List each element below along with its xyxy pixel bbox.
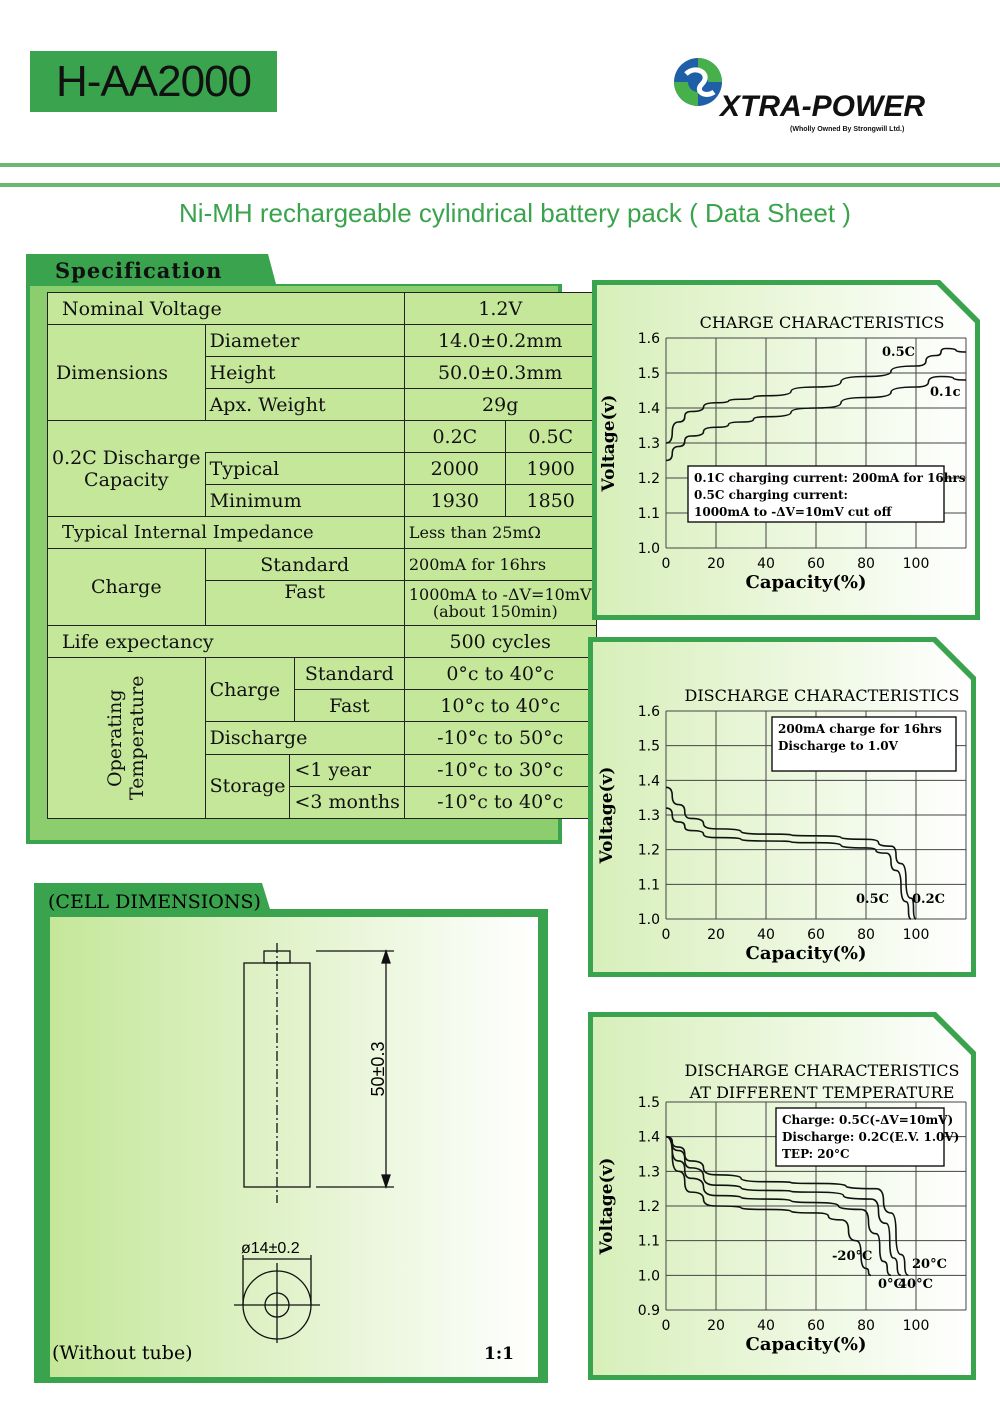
y-tick-label: 1.5: [637, 366, 660, 382]
series-label: 0.5C: [882, 345, 915, 360]
charge-fast-label: Fast: [205, 581, 404, 626]
x-tick-label: 80: [857, 927, 875, 943]
y-tick-label: 1.1: [637, 506, 660, 522]
minimum-05c: 1850: [505, 485, 596, 517]
storage-1-value: -10°c to 30°c: [405, 755, 596, 787]
typical-05c: 1900: [505, 453, 596, 485]
col-05c: 0.5C: [505, 421, 596, 453]
x-tick-label: 20: [707, 1318, 725, 1334]
x-tick-label: 60: [807, 1318, 825, 1334]
charge-fast-line1: 1000mA to -ΔV=10mV: [408, 585, 592, 604]
divider-bottom: [0, 183, 1000, 187]
chart-title: CHARGE CHARACTERISTICS: [699, 313, 945, 332]
spec-table: [47, 292, 597, 819]
life-value: 500 cycles: [404, 626, 596, 658]
weight-value: 29g: [404, 389, 596, 421]
y-tick-label: 1.5: [637, 1095, 660, 1111]
x-tick-label: 20: [707, 927, 725, 943]
chart-note-line: 0.1C charging current: 200mA for 16hrs: [694, 471, 966, 485]
storage-3-value: -10°c to 40°c: [437, 791, 564, 814]
op-charge-subtable-cell: [205, 658, 404, 722]
y-tick-label: 1.2: [637, 1199, 660, 1215]
series-label: 20°C: [912, 1257, 947, 1272]
y-tick-label: 1.2: [637, 842, 660, 859]
diameter-label: Diameter: [205, 325, 404, 357]
blank-cell: [205, 421, 404, 453]
table-row: [48, 421, 597, 453]
impedance-value: Less than 25mΩ: [404, 517, 596, 549]
chart-note-line: Discharge to 1.0V: [778, 739, 898, 753]
op-temp-line2: Temperature: [126, 675, 149, 801]
charge-label: Charge: [48, 549, 206, 626]
charge-standard-value: 200mA for 16hrs: [404, 549, 596, 581]
table-row: [48, 658, 597, 722]
document-title: Ni-MH rechargeable cylindrical battery pack ( Data Sheet ): [179, 198, 851, 228]
x-tick-label: 0: [661, 1318, 671, 1334]
x-tick-label: 80: [857, 1318, 875, 1334]
chart-note-line: Charge: 0.5C(-ΔV=10mV): [782, 1113, 954, 1127]
y-tick-label: 1.0: [637, 541, 660, 557]
x-tick-label: 100: [902, 927, 930, 943]
op-charge-values-cell: [404, 658, 596, 722]
height-label: Height: [205, 357, 404, 389]
y-tick-label: 1.3: [637, 808, 660, 824]
chart-title: DISCHARGE CHARACTERISTICS: [684, 1061, 960, 1080]
typical-02c: 2000: [404, 453, 505, 485]
cell-height-dimension: 50±0.3: [368, 1041, 388, 1097]
cell-dimensions-panel: [34, 883, 550, 1385]
x-tick-label: 100: [902, 556, 930, 572]
nominal-voltage-label: Nominal Voltage: [48, 293, 405, 325]
chart-title: DISCHARGE CHARACTERISTICS: [684, 686, 960, 705]
model-label: H-AA2000: [56, 57, 252, 106]
chart-title: AT DIFFERENT TEMPERATURE: [689, 1083, 955, 1102]
cell-note: (Without tube): [52, 1342, 193, 1364]
weight-label: Apx. Weight: [205, 389, 404, 421]
x-tick-label: 40: [757, 1318, 775, 1334]
table-row: [48, 549, 597, 581]
table-row: [48, 517, 597, 549]
storage-1-label: <1 year: [290, 755, 404, 787]
series-label: 0.1c: [930, 385, 961, 400]
op-fast-value: 10°c to 40°c: [440, 694, 561, 717]
chart-note-line: 0.5C charging current:: [694, 488, 848, 502]
op-standard-value: 0°c to 40°c: [405, 658, 596, 690]
op-standard-label: Standard: [294, 658, 403, 690]
discharge-label-line1: 0.2C Discharge: [52, 446, 201, 469]
storage-values-cell: [404, 754, 596, 818]
y-axis-label: Voltage(v): [599, 394, 619, 492]
chart-note-line: Discharge: 0.2C(E.V. 1.0V): [782, 1130, 960, 1144]
series-label: 0°C: [878, 1277, 904, 1292]
y-tick-label: 0.9: [637, 1303, 660, 1319]
x-tick-label: 0: [661, 556, 671, 572]
x-tick-label: 80: [857, 556, 875, 572]
x-axis-label: Capacity(%): [745, 943, 867, 964]
charge-fast-line2: (about 150min): [432, 602, 558, 621]
series-label: 0.2C: [912, 892, 945, 907]
op-discharge-label: Discharge: [205, 722, 404, 754]
y-tick-label: 1.4: [637, 1129, 660, 1146]
minimum-02c: 1930: [404, 485, 505, 517]
y-axis-label: Voltage(v): [597, 1157, 617, 1255]
y-tick-label: 1.5: [637, 738, 660, 755]
storage-subtable-cell: [205, 754, 404, 818]
table-row: [48, 293, 597, 325]
chart-note-line: 200mA charge for 16hrs: [778, 722, 942, 736]
x-axis-label: Capacity(%): [745, 1334, 867, 1355]
dimensions-label: Dimensions: [48, 325, 206, 421]
y-tick-label: 1.4: [637, 401, 660, 417]
y-tick-label: 1.4: [637, 773, 660, 790]
op-temp-label-wrap: [48, 658, 205, 818]
height-value: 50.0±0.3mm: [404, 357, 596, 389]
storage-3-label: <3 months: [294, 791, 400, 814]
y-axis-label: Voltage(v): [597, 766, 617, 864]
discharge-temperature-chart: [588, 1012, 976, 1380]
chart-note-line: TEP: 20°C: [782, 1147, 850, 1161]
cell-diameter-dimension: ø14±0.2: [241, 1240, 300, 1257]
nominal-voltage-value: 1.2V: [404, 293, 596, 325]
y-tick-label: 1.1: [637, 1233, 660, 1250]
op-temp-line1: Operating: [104, 689, 127, 787]
x-tick-label: 100: [902, 1318, 930, 1334]
brand-subtitle: (Wholly Owned By Strongwill Ltd.): [790, 126, 905, 133]
cell-dimensions-title: (CELL DIMENSIONS): [48, 891, 261, 913]
life-label: Life expectancy: [48, 626, 405, 658]
charge-fast-value: [404, 581, 596, 626]
op-discharge-value: -10°c to 50°c: [404, 722, 596, 754]
op-temp-label: [104, 663, 148, 813]
x-tick-label: 0: [661, 927, 671, 943]
discharge-label-line2: Capacity: [84, 468, 169, 491]
series-label: 0.5C: [856, 892, 889, 907]
table-row: [48, 325, 597, 357]
op-fast-label: Fast: [329, 694, 370, 717]
series-label: 40°C: [898, 1277, 933, 1292]
typical-label: Typical: [205, 453, 404, 485]
y-tick-label: 1.2: [637, 471, 660, 487]
x-tick-label: 40: [757, 556, 775, 572]
charge-characteristics-chart: [592, 280, 980, 620]
impedance-label: Typical Internal Impedance: [48, 517, 405, 549]
x-axis-label: Capacity(%): [745, 572, 867, 593]
x-tick-label: 40: [757, 927, 775, 943]
discharge-characteristics-chart: [588, 637, 976, 977]
op-charge-label: Charge: [206, 658, 295, 721]
spec-title: Specification: [55, 258, 223, 283]
xtra-power-logo: [672, 54, 932, 138]
charge-standard-label: Standard: [205, 549, 404, 581]
y-tick-label: 1.1: [637, 877, 660, 894]
minimum-label: Minimum: [205, 485, 404, 517]
cell-scale: 1:1: [484, 1344, 514, 1364]
table-row: [48, 626, 597, 658]
x-tick-label: 20: [707, 556, 725, 572]
brand-text: XTRA-POWER: [720, 90, 925, 123]
storage-label: Storage: [206, 755, 290, 818]
x-tick-label: 60: [807, 556, 825, 572]
series-label: -20°C: [832, 1249, 873, 1264]
op-temp-label-cell: [48, 658, 206, 819]
discharge-capacity-label: [48, 421, 206, 517]
y-tick-label: 1.3: [637, 436, 660, 452]
chart-note-line: 1000mA to -ΔV=10mV cut off: [694, 505, 892, 519]
x-tick-label: 60: [807, 927, 825, 943]
model-label-box: [30, 51, 277, 112]
y-tick-label: 1.6: [637, 704, 660, 720]
y-tick-label: 1.0: [637, 912, 660, 928]
divider-top: [0, 163, 1000, 167]
col-02c: 0.2C: [404, 421, 505, 453]
diameter-value: 14.0±0.2mm: [404, 325, 596, 357]
y-tick-label: 1.3: [637, 1164, 660, 1181]
y-tick-label: 1.0: [637, 1268, 660, 1285]
y-tick-label: 1.6: [637, 331, 660, 347]
